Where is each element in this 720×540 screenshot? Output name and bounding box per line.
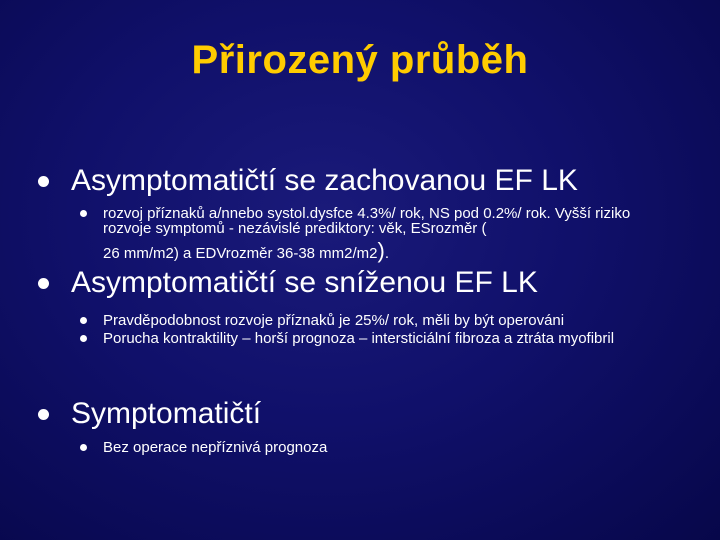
section-heading-text: Symptomatičtí [71, 397, 262, 430]
bullet-icon [80, 335, 87, 342]
section-heading-text: Asymptomatičtí se sníženou EF LK [71, 266, 538, 299]
list-item-text-part: 26 mm/m2) a EDVrozměr 36-38 mm2/m2 [103, 245, 378, 262]
bullet-icon [38, 409, 49, 420]
section-heading-1 [38, 164, 578, 198]
section-heading-text: Asymptomatičtí se zachovanou EF LK [71, 164, 578, 197]
list-item-text-part: . [384, 245, 390, 262]
list-item [80, 206, 663, 261]
bullet-icon [38, 176, 49, 187]
list-item-text-part: ) [377, 238, 385, 263]
bullet-icon [80, 444, 87, 451]
bullet-icon [80, 317, 87, 324]
section-heading-2 [38, 266, 538, 300]
list-item-text [103, 206, 663, 261]
section-heading-3 [38, 397, 261, 431]
slide-title: Přirozený průběh [191, 38, 529, 82]
bullet-icon [80, 210, 87, 217]
bullet-icon [38, 278, 49, 289]
list-item-text-part: rozvoj příznaků a/nnebo systol.dysfce 4.3%/ rok, NS pod 0.2%/ rok. Vyšší riziko rozvoje symptomů - nezávislé prediktory: věk, ESrozměr ( [103, 205, 631, 237]
list-item [80, 313, 663, 328]
list-item-text: Pravděpodobnost rozvoje příznaků je 25%/ rok, měli by být operováni [103, 312, 565, 329]
list-item-text: Porucha kontraktility – horší prognoza – intersticiální fibroza a ztráta myofibril [103, 330, 615, 347]
list-item [80, 331, 663, 346]
list-item-text: Bez operace nepříznivá prognoza [103, 439, 328, 456]
list-item [80, 440, 663, 455]
